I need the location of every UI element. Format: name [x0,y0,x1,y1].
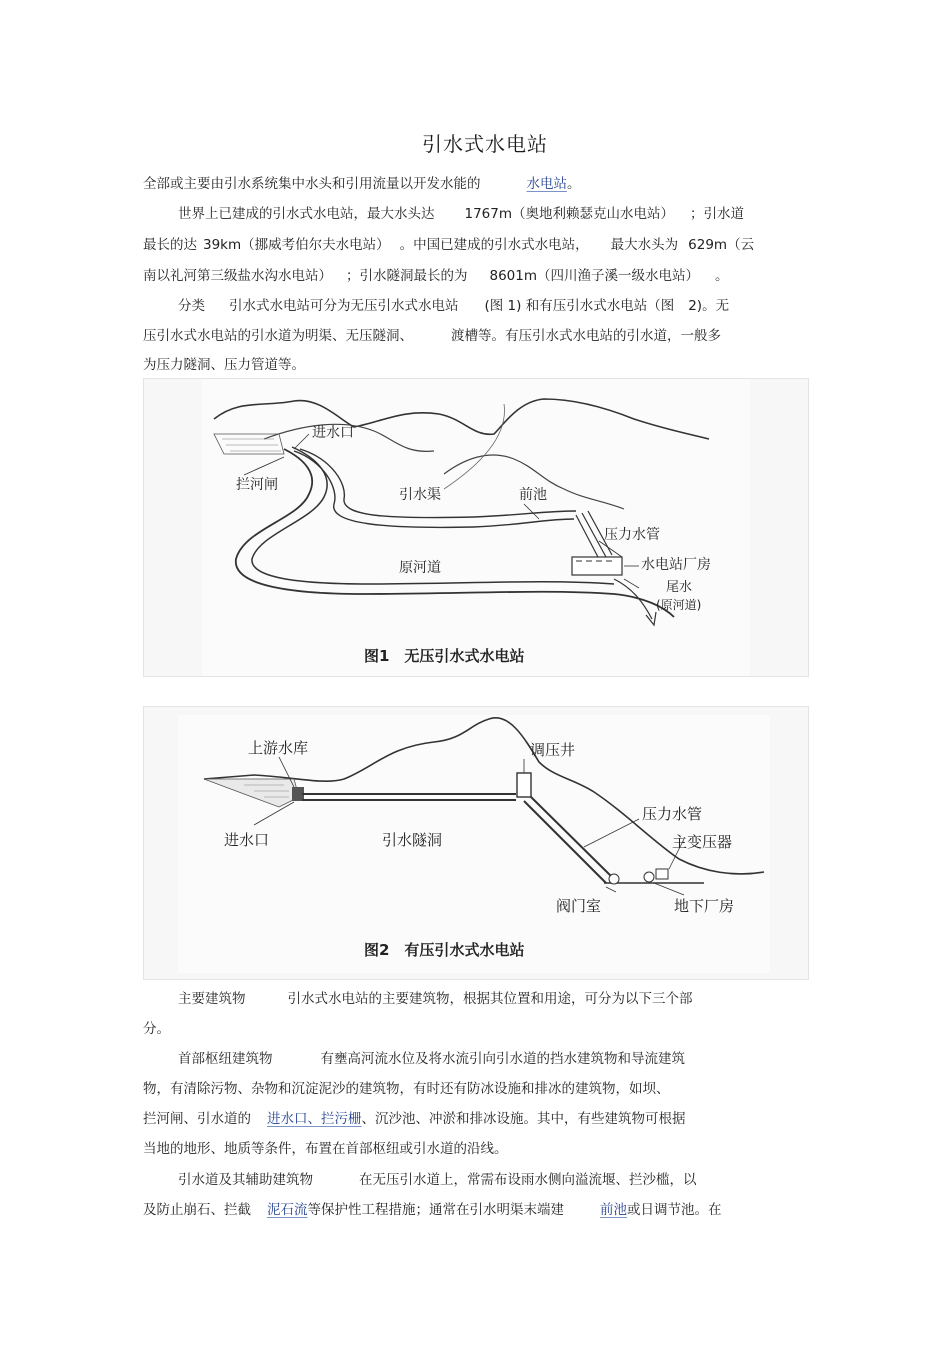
fig1-label-gate: 拦河闸 [236,477,278,493]
fig1-label-penstock: 压力水管 [604,527,660,543]
fig2-caption: 图2 有压引水式水电站 [364,941,525,959]
fig1-label-intake: 进水口 [312,425,354,441]
fig2-label-underground: 地下厂房 [674,897,735,915]
para2-line3: 南以礼河第三级盐水沟水电站） ；引水隧洞最长的为 8601m（四川渔子溪一级水电站） 。 [143,268,729,284]
forebay-link[interactable]: 前池 [600,1202,627,1218]
para5-line1: 首部枢纽建筑物 有壅高河流水位及将水流引向引水道的挡水建筑物和导流建筑 [178,1051,685,1067]
para3-line1: 分类 引水式水电站可分为无压引水式水电站 (图 1) 和有压引水式水电站（图 2)。无 [178,298,730,314]
trash-rack-link[interactable]: 拦污栅 [321,1111,362,1127]
para4-line1: 主要建筑物 引水式水电站的主要建筑物，根据其位置和用途，可分为以下三个部 [178,991,693,1007]
fig1-label-powerhouse: 水电站厂房 [641,557,711,573]
para5-line4: 当地的地形、地质等条件，布置在首部枢纽或引水道的沿线。 [143,1141,508,1157]
fig1-label-river: 原河道 [399,560,441,576]
hydropower-station-link[interactable]: 水电站 [526,176,567,192]
para3-line3: 为压力隧洞、压力管道等。 [143,357,305,373]
figure-2 [143,706,809,980]
fig2-label-transformer: 主变压器 [672,833,733,851]
intake-link[interactable]: 进水口 [267,1111,308,1127]
figure-1-diagram [144,379,808,676]
para6-line1: 引水道及其辅助建筑物 在无压引水道上，常需布设雨水侧向溢流堰、拦沙槛，以 [178,1172,697,1188]
fig2-label-penstock: 压力水管 [642,805,703,823]
intro-line: 全部或主要由引水系统集中水头和引用流量以开发水能的 水电站。 [143,176,581,192]
fig1-label-forebay: 前池 [519,487,547,503]
para2-line1: 世界上已建成的引水式水电站，最大水头达 1767m（奥地利赖瑟克山水电站） ；引水道 [178,206,745,222]
figure-1 [143,378,809,677]
fig1-label-canal: 引水渠 [399,487,441,503]
fig2-label-intake: 进水口 [224,831,270,849]
fig1-caption: 图1 无压引水式水电站 [364,647,525,665]
para3-line2: 压引水式水电站的引水道为明渠、无压隧洞、 渡槽等。有压引水式水电站的引水道，一般多 [143,328,721,344]
para5-line2: 物，有清除污物、杂物和沉淀泥沙的建筑物，有时还有防冰设施和排冰的建筑物，如坝、 [143,1081,670,1097]
page-title: 引水式水电站 [422,132,548,156]
figure-2-diagram [144,707,808,979]
fig2-label-reservoir: 上游水库 [248,739,309,757]
fig2-label-valve: 阀门室 [556,897,602,915]
fig1-label-tailrace: 尾水 [666,580,693,595]
debris-flow-link[interactable]: 泥石流 [267,1202,308,1218]
fig1-label-tailrace-note: (原河道) [656,598,702,612]
para6-line2: 及防止崩石、拦截 泥石流等保护性工程措施；通常在引水明渠末端建 前池或日调节池。在 [143,1202,722,1218]
para4-line2: 分。 [143,1021,170,1037]
fig2-label-surge: 调压井 [530,741,576,759]
para2-line2: 最长的达 39km（挪威考伯尔夫水电站） 。中国已建成的引水式水电站， 最大水头为 629m（云 [143,237,755,253]
para5-line3: 拦河闸、引水道的 进水口、拦污栅、沉沙池、冲淤和排冰设施。其中，有些建筑物可根据 [143,1111,686,1127]
fig2-label-tunnel: 引水隧洞 [382,831,443,849]
